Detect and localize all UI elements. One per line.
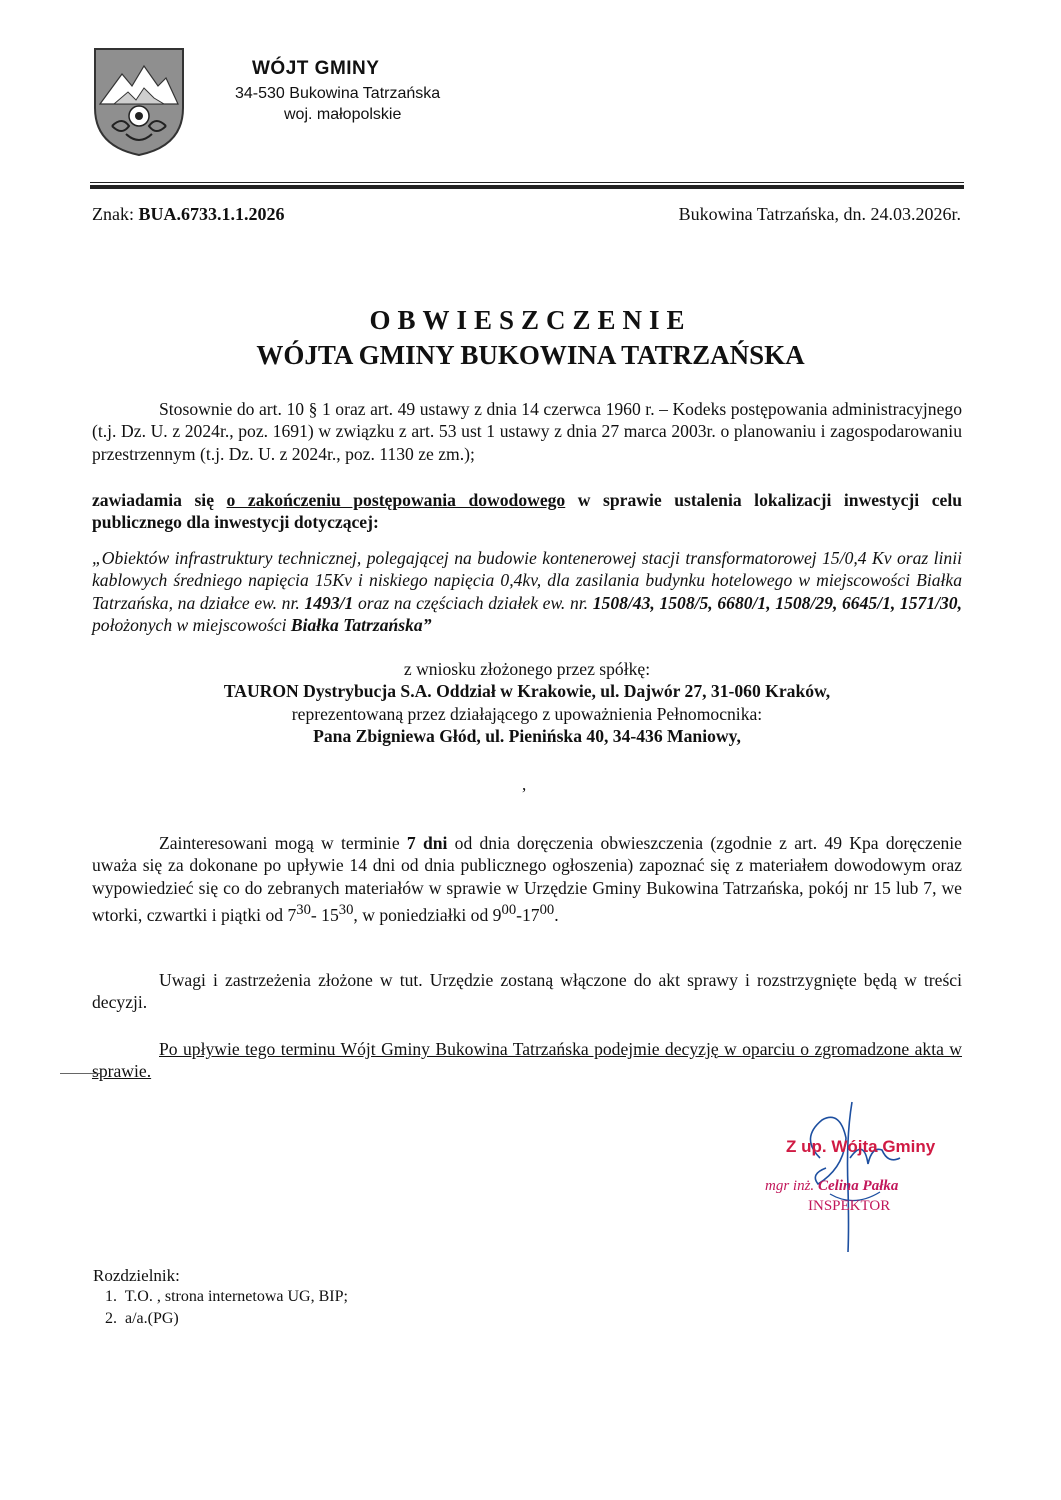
distribution-list [105, 1286, 348, 1330]
hours-sup-3: 00 [501, 901, 517, 918]
document-subtitle: WÓJTA GMINY BUKOWINA TATRZAŃSKA [256, 340, 805, 370]
distribution-item-2: a/a.(PG) [125, 1310, 179, 1327]
reference-number [92, 204, 285, 225]
margin-mark [60, 1073, 100, 1074]
deadline-days: 7 dni [406, 833, 448, 853]
distribution-item-1: T.O. , strona internetowa UG, BIP; [124, 1288, 348, 1305]
representation-note: reprezentowaną przez działającego z upoważnienia Pełnomocnika: [291, 704, 763, 724]
document-title: OBWIESZCZENIE [369, 305, 692, 335]
header-divider-thick [90, 185, 964, 189]
notice-start: zawiadamia się [92, 490, 227, 510]
notice-underlined: o zakończeniu postępowania dowodowego [226, 490, 566, 510]
remarks-paragraph: Uwagi i zastrzeżenia złożone w tut. Urzędzie zostaną włączone do akt sprawy i rozstrzygnięte będą w treści decyzji. [92, 970, 962, 1013]
hours-sup-2: 30 [338, 901, 354, 918]
notice-paragraph [92, 489, 962, 534]
investment-part3: położonych w miejscowości [92, 614, 291, 635]
proxy-name: Pana Zbigniewa Głód, ul. Pienińska 40, 34-436 Maniowy, [313, 726, 741, 746]
investment-part2: oraz na częściach działek ew. nr. [353, 592, 593, 613]
deadline-text-c: - 15 [310, 904, 339, 925]
stamp-name [765, 1178, 898, 1195]
header-divider-thin [90, 182, 964, 183]
deadline-text-a: Zainteresowani mogą w terminie [159, 833, 407, 853]
issuer-title: WÓJT GMINY [252, 58, 380, 79]
reference-label: Znak: [92, 204, 134, 224]
deadline-text-b: od dnia doręczenia obwieszczenia (zgodnie z art. 49 Kpa doręczenie uważa się za dokonane po upływie 14 dni od dnia publicznego ogłoszenia) zapoznać się z materiałem dowodowym oraz wypowiedzieć się co do zebranych materiałów w sprawie w Urzędzie Gminy Bukowina Tatrzańska, pokój nr 15 lub 7, we wtorki, czwartki i piątki od 7 [92, 833, 962, 925]
hours-sup-1: 30 [296, 901, 311, 918]
stamp-authorization: Z up. Wójta Gminy [786, 1137, 936, 1156]
legal-basis-paragraph: Stosownie do art. 10 § 1 oraz art. 49 ustawy z dnia 14 czerwca 1960 r. – Kodeks postępowania administracyjnego (t.j. Dz. U. z 2024r., poz. 1691) w związku z art. 53 ust 1 ustawy z dnia 27 marca 2003r. o planowaniu i zagospodarowaniu przestrzennym (t.j. Dz. U. z 2024r., poz. 1130 ze zm.); [92, 399, 962, 464]
notice-end: w sprawie ustalenia lokalizacji inwestycji celu publicznego dla inwestycji dotyczącej: [92, 490, 962, 533]
place-and-date: Bukowina Tatrzańska, dn. 24.03.2026r. [678, 204, 961, 224]
stamp-degree: mgr inż. [765, 1178, 818, 1194]
coat-of-arms-icon [92, 46, 186, 158]
list-item: 1. T.O. , strona internetowa UG, BIP; [105, 1288, 348, 1305]
investment-plot: 1493/1 [304, 592, 354, 613]
reference-value: BUA.6733.1.1.2026 [138, 204, 285, 224]
deadline-text-f: . [554, 904, 559, 925]
list-item: 2. a/a.(PG) [105, 1310, 179, 1327]
decision-text: Po upływie tego terminu Wójt Gminy Bukowina Tatrzańska podejmie decyzję w oparciu o zgromadzone akta w sprawie. [92, 1039, 962, 1082]
issuer-voivodeship: woj. małopolskie [284, 106, 402, 123]
decision-paragraph [92, 1038, 962, 1083]
request-intro: z wniosku złożonego przez spółkę: [403, 659, 651, 679]
deadline-text-d: , w poniedziałki od 9 [353, 904, 502, 925]
deadline-text-e: -17 [516, 904, 540, 925]
stamp-person: Celina Pałka [817, 1178, 899, 1194]
investment-place: Białka Tatrzańska” [290, 614, 432, 635]
investment-description [92, 547, 962, 636]
stamp-position: INSPEKTOR [808, 1198, 891, 1214]
deadline-paragraph [92, 832, 962, 926]
applicant-company: TAURON Dystrybucja S.A. Oddział w Krakowie, ul. Dajwór 27, 31-060 Kraków, [223, 681, 831, 701]
distribution-label: Rozdzielnik: [93, 1266, 180, 1285]
hours-sup-4: 00 [539, 901, 555, 918]
investment-plots: 1508/43, 1508/5, 6680/1, 1508/29, 6645/1, 1571/30, [592, 592, 962, 613]
investment-part1: „Obiektów infrastruktury technicznej, polegającej na budowie kontenerowej stacji transformatorowej 15/0,4 Kv oraz linii kablowych średniego napięcia 15Kv i niskiego napięcia 0,4kv, dla zasilania budynku hotelowego w miejscowości Białka Tatrzańska, na działce ew. nr. [92, 548, 962, 613]
issuer-address: 34-530 Bukowina Tatrzańska [235, 85, 441, 102]
stray-comma: , [522, 775, 527, 794]
